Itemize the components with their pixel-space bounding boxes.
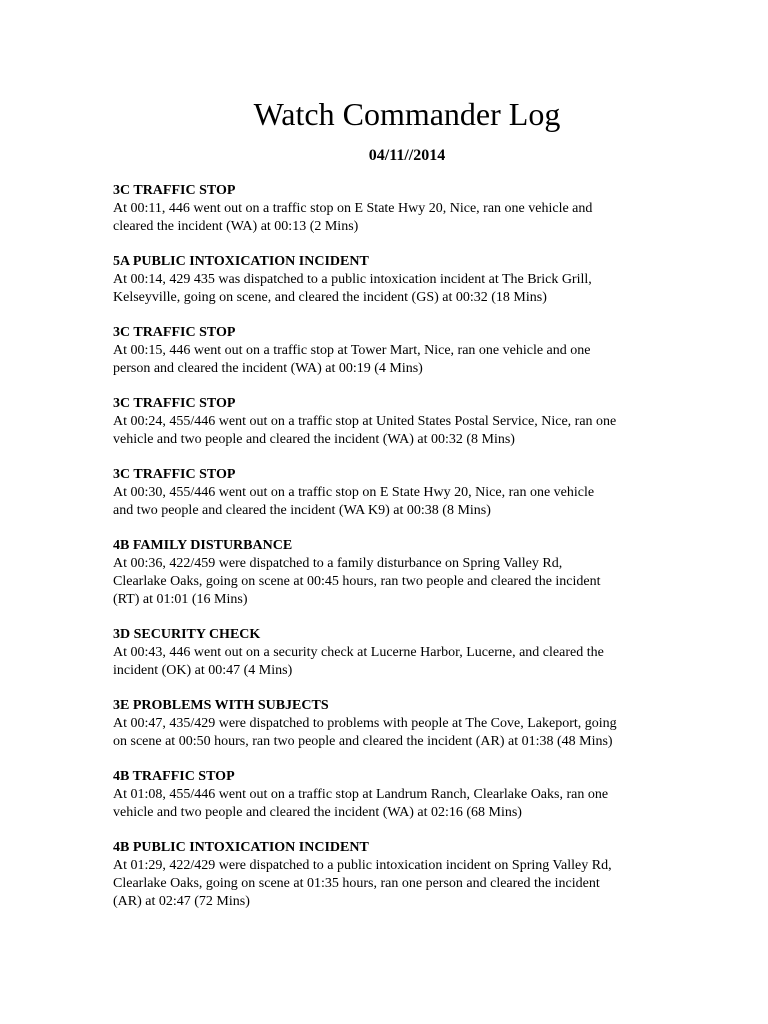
entry-heading: 4B TRAFFIC STOP: [113, 769, 235, 784]
entry-heading: 5A PUBLIC INTOXICATION INCIDENT: [113, 254, 369, 269]
log-entry: [113, 182, 673, 236]
log-entry: [113, 466, 673, 520]
entry-heading: 3C TRAFFIC STOP: [113, 183, 236, 198]
log-entries: [113, 182, 673, 928]
entry-body: At 00:24, 455/446 went out on a traffic stop at United States Postal Service, Nice, ran one vehicle and two people and cleared the incident (WA) at 00:32 (8 Mins): [113, 414, 617, 447]
entry-body: At 00:15, 446 went out on a traffic stop at Tower Mart, Nice, ran one vehicle and one person and cleared the incident (WA) at 00:19 (4 Mins): [113, 343, 591, 376]
entry-body: At 00:36, 422/459 were dispatched to a family disturbance on Spring Valley Rd, Clearlake Oaks, going on scene at 00:45 hours, ran two people and cleared the incident (RT) at 01:01 (16 Mins): [113, 556, 601, 607]
entry-heading: 4B PUBLIC INTOXICATION INCIDENT: [113, 840, 369, 855]
entry-heading: 3C TRAFFIC STOP: [113, 396, 236, 411]
entry-body: At 00:14, 429 435 was dispatched to a public intoxication incident at The Brick Grill, Kelseyville, going on scene, and cleared the incident (GS) at 00:32 (18 Mins): [113, 272, 592, 305]
log-entry: [113, 768, 673, 822]
log-entry: [113, 626, 673, 680]
entry-heading: 3C TRAFFIC STOP: [113, 467, 236, 482]
entry-heading: 3C TRAFFIC STOP: [113, 325, 236, 340]
log-entry: [113, 839, 673, 911]
document-date: 04/11//2014: [368, 147, 446, 164]
entry-body: At 01:29, 422/429 were dispatched to a public intoxication incident on Spring Valley Rd, Clearlake Oaks, going on scene at 01:35 hours, ran one person and cleared the incident (AR) at 02:47 (72 Mins): [113, 858, 612, 909]
entry-body: At 00:11, 446 went out on a traffic stop on E State Hwy 20, Nice, ran one vehicle and cleared the incident (WA) at 00:13 (2 Mins): [113, 201, 593, 234]
entry-heading: 3D SECURITY CHECK: [113, 627, 261, 642]
document-title: Watch Commander Log: [253, 96, 561, 132]
entry-heading: 4B FAMILY DISTURBANCE: [113, 538, 293, 553]
entry-body: At 00:30, 455/446 went out on a traffic stop on E State Hwy 20, Nice, ran one vehicle and two people and cleared the incident (WA K9) at 00:38 (8 Mins): [113, 485, 595, 518]
log-entry: [113, 324, 673, 378]
log-entry: [113, 537, 673, 609]
entry-heading: 3E PROBLEMS WITH SUBJECTS: [113, 698, 329, 713]
log-entry: [113, 697, 673, 751]
entry-body: At 00:47, 435/429 were dispatched to problems with people at The Cove, Lakeport, going on scene at 00:50 hours, ran two people and cleared the incident (AR) at 01:38 (48 Mins): [113, 716, 617, 749]
log-entry: [113, 395, 673, 449]
log-entry: [113, 253, 673, 307]
entry-body: At 00:43, 446 went out on a security check at Lucerne Harbor, Lucerne, and cleared the incident (OK) at 00:47 (4 Mins): [113, 645, 604, 678]
entry-body: At 01:08, 455/446 went out on a traffic stop at Landrum Ranch, Clearlake Oaks, ran one vehicle and two people and cleared the incident (WA) at 02:16 (68 Mins): [113, 787, 609, 820]
